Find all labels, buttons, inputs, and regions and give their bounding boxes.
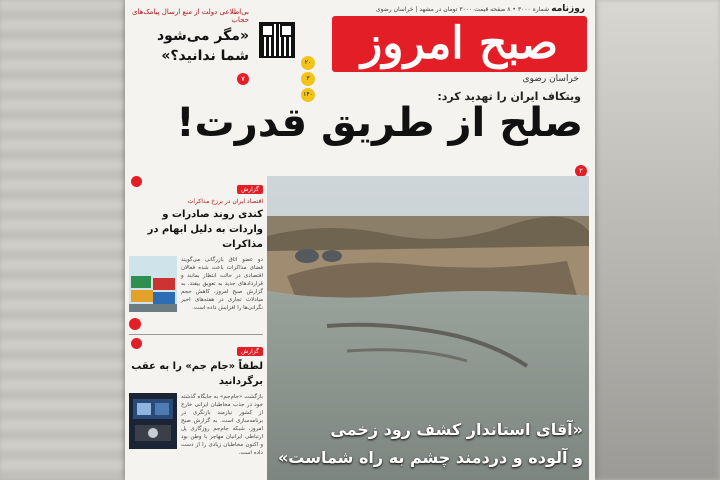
photo-caption	[273, 416, 583, 472]
main-headline[interactable]: صلح از طریق قدرت!	[176, 100, 583, 146]
red-circle-icon	[131, 176, 142, 187]
story-body: بازگشت «جام‌جم» به جایگاه گذشته خود در جذب مخاطبان ایرانی خارج از کشور نیازمند بازنگری در برنامه‌سازی است. به گزارش صبح امروز، شبکه جام‌جم روزگاری پل ارتباطی ایرانیان مهاجر با وطن بود و اکنون مخاطبان زیادی را از دست داده است.	[181, 394, 263, 456]
red-circle-icon	[129, 318, 141, 330]
sidebar-story-1[interactable]	[129, 176, 263, 312]
caption-line-2: و آلوده و دردمند چشم به راه شماست»	[277, 448, 583, 467]
backdrop-left	[0, 0, 125, 480]
backdrop-right	[595, 0, 720, 480]
qr-code-icon	[261, 24, 293, 56]
story-title: لطفاً «جام جم» را به عقب برگردانید	[131, 361, 263, 387]
teaser-title: «مگر می‌شود شما ندانید؟»	[157, 28, 249, 64]
red-circle-icon	[131, 338, 142, 349]
sidebar-story-2[interactable]	[129, 338, 263, 457]
date-badge: ۱۴۰	[301, 88, 315, 102]
tv-studio-photo	[129, 393, 177, 449]
divider	[129, 334, 263, 335]
story-tag: گزارش	[237, 347, 263, 356]
date-badge: ۲۰	[301, 56, 315, 70]
region-label: خراسان رضوی	[522, 74, 579, 84]
date-badge: ۳	[301, 72, 315, 86]
newspaper-type-label: روزنامه	[551, 4, 585, 14]
newspaper-front-page	[125, 0, 595, 480]
newspaper-logo: صبح امروز	[332, 16, 587, 72]
story-body: دو عضو اتاق بازرگانی می‌گویند فضای مذاکرات باعث شده فعالان اقتصادی در حالت انتظار بمانند و قراردادهای جدید به تعویق بیفتد. به گزارش صبح امروز، کاهش حجم مبادلات تجاری در هفته‌های اخیر نگرانی‌ها را افزایش داده است.	[181, 257, 263, 311]
teaser-kicker: بی‌اطلاعی دولت از منع ارسال پیامک‌های حجاب	[132, 8, 249, 24]
story-kicker: اقتصاد ایران در برزخ مذاکرات	[187, 198, 263, 205]
caption-line-1: «آقای استاندار کشف رود زخمی	[330, 420, 583, 439]
story-tag: گزارش	[237, 185, 263, 194]
story-title: کندی روند صادرات و واردات به دلیل ابهام در مذاکرات	[147, 209, 263, 250]
teaser-page-number: ۷	[237, 73, 249, 85]
shipping-containers-photo	[129, 256, 177, 312]
lead-photo[interactable]	[267, 176, 589, 480]
issue-info: شماره ۳۰۰۰ • ۸ صفحه قیمت ۳۰۰۰ تومان در مشهد | خراسان رضوی	[375, 6, 549, 13]
date-badges	[299, 56, 315, 104]
headline-kicker: ویتکاف ایران را تهدید کرد:	[437, 90, 581, 103]
teaser-story[interactable]	[131, 8, 249, 85]
headline-page-number: ۲	[575, 165, 587, 177]
